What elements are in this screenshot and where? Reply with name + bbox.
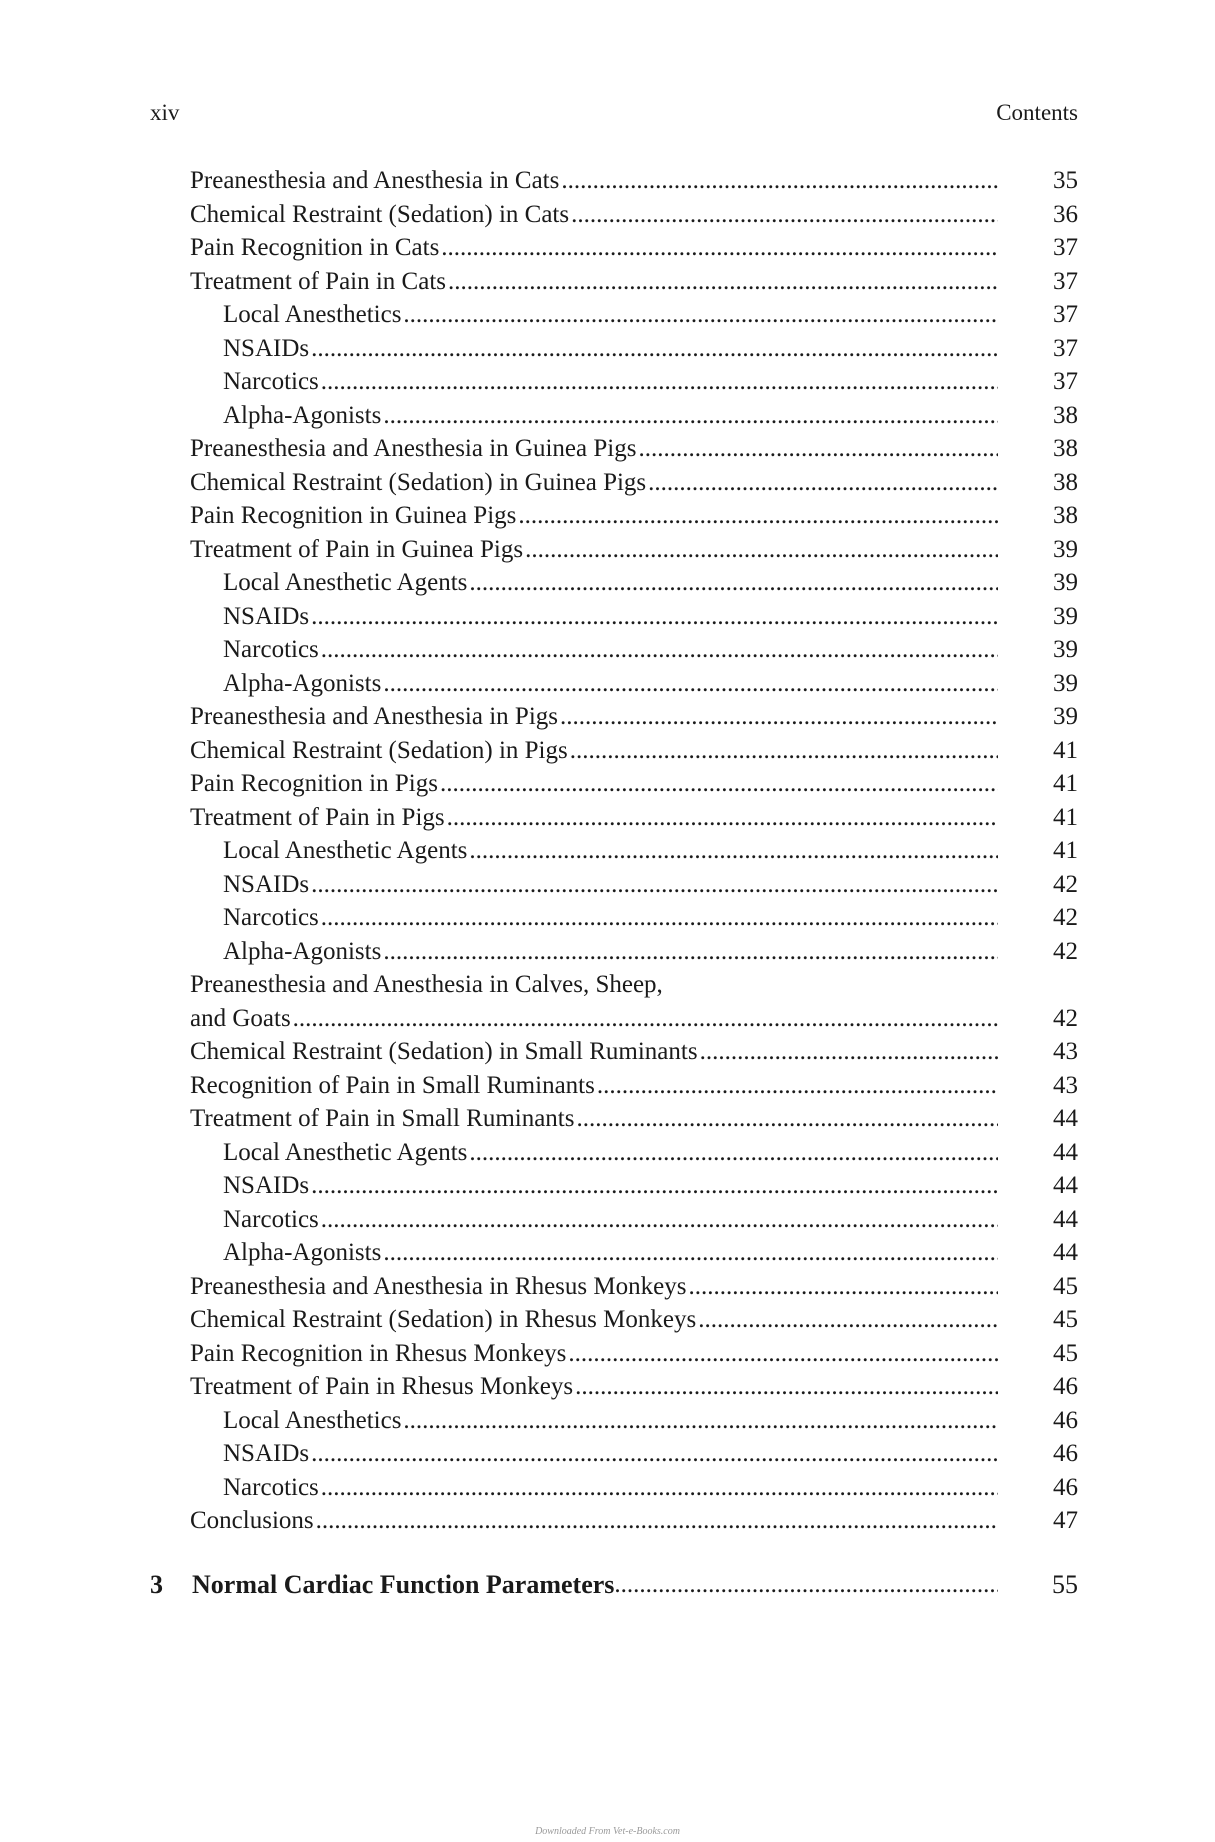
toc-entry-page-number: 46 <box>1053 1406 1078 1434</box>
toc-entry-leader <box>223 1471 998 1505</box>
toc-entry-title: Alpha-Agonists <box>223 667 383 701</box>
dot-leader <box>311 1437 998 1471</box>
toc-entry-title: Alpha-Agonists <box>223 1236 383 1270</box>
toc-entry-leader <box>190 1270 998 1304</box>
toc-entries <box>150 164 1078 1538</box>
dot-leader <box>571 198 998 232</box>
toc-entry-leader <box>223 1169 998 1203</box>
dot-leader <box>321 365 998 399</box>
toc-entry-title: Local Anesthetics <box>223 1404 403 1438</box>
dot-leader <box>700 1035 998 1069</box>
toc-entry-leader <box>190 1337 998 1371</box>
toc-entry-page-number: 45 <box>1053 1272 1078 1300</box>
toc-entry[interactable] <box>150 298 1078 332</box>
toc-entry-page-number: 37 <box>1053 267 1078 295</box>
toc-entry-leader <box>190 700 998 734</box>
dot-leader <box>321 1203 998 1237</box>
dot-leader <box>383 1236 998 1270</box>
dot-leader <box>441 231 998 265</box>
dot-leader <box>321 633 998 667</box>
toc-entry[interactable] <box>150 499 1078 533</box>
toc-entry-page-number: 43 <box>1053 1038 1078 1065</box>
toc-entry-title: NSAIDs <box>223 332 311 366</box>
dot-leader <box>597 1069 998 1103</box>
toc-entry[interactable] <box>150 164 1078 198</box>
toc-entry-leader <box>190 1069 998 1103</box>
toc-entry[interactable] <box>150 968 1078 1002</box>
toc-entry-title: Treatment of Pain in Rhesus Monkeys <box>190 1370 575 1404</box>
chapter-title: Normal Cardiac Function Parameters <box>192 1568 614 1602</box>
toc-entry-title: Pain Recognition in Cats <box>190 231 441 265</box>
toc-entry-page-number: 39 <box>1053 703 1078 730</box>
toc-entry-page-number: 44 <box>1053 1205 1078 1233</box>
toc-entry-leader <box>190 968 998 1002</box>
toc-entry-title: Local Anesthetic Agents <box>223 834 469 868</box>
dot-leader <box>403 298 998 332</box>
toc-entry[interactable] <box>150 667 1078 701</box>
toc-entry-page-number: 39 <box>1053 535 1078 563</box>
toc-entry-title: Chemical Restraint (Sedation) in Rhesus Monkeys <box>190 1303 698 1337</box>
toc-entry[interactable] <box>150 1002 1078 1036</box>
toc-entry-leader <box>223 1437 998 1471</box>
toc-entry[interactable] <box>150 700 1078 734</box>
toc-entry-leader <box>223 834 998 868</box>
toc-entry-page-number: 46 <box>1053 1373 1078 1400</box>
toc-entry-leader <box>190 231 998 265</box>
toc-entry-page-number: 41 <box>1053 770 1078 797</box>
toc-entry-page-number: 36 <box>1053 200 1078 228</box>
toc-entry-title: Pain Recognition in Guinea Pigs <box>190 499 518 533</box>
toc-entry-leader <box>190 432 998 466</box>
dot-leader <box>568 1337 998 1371</box>
toc-entry-leader <box>223 868 998 902</box>
toc-entry-page-number: 37 <box>1053 301 1078 328</box>
dot-leader <box>614 1568 998 1602</box>
toc-entry-title: Recognition of Pain in Small Ruminants <box>190 1069 597 1103</box>
toc-entry-title: Preanesthesia and Anesthesia in Rhesus Monkeys <box>190 1270 688 1304</box>
toc-entry-leader <box>190 1370 998 1404</box>
dot-leader <box>560 700 998 734</box>
dot-leader <box>665 968 998 1002</box>
toc-entry-title: Narcotics <box>223 1471 321 1505</box>
toc-entry-title: Local Anesthetic Agents <box>223 1136 469 1170</box>
toc-entry[interactable] <box>150 1069 1078 1103</box>
toc-entry-title: Local Anesthetics <box>223 298 403 332</box>
table-of-contents <box>150 164 1078 1602</box>
running-head-section: Contents <box>996 100 1078 125</box>
toc-entry[interactable] <box>150 1270 1078 1304</box>
running-head <box>150 100 1078 130</box>
toc-entry-title: Pain Recognition in Pigs <box>190 767 440 801</box>
toc-entry-leader <box>223 399 998 433</box>
dot-leader <box>311 1169 998 1203</box>
toc-entry-leader <box>190 164 998 198</box>
toc-entry-page-number: 44 <box>1053 1172 1078 1199</box>
toc-entry-title: Local Anesthetic Agents <box>223 566 469 600</box>
toc-entry[interactable] <box>150 1504 1078 1538</box>
toc-entry-leader <box>223 1203 998 1237</box>
toc-entry[interactable] <box>150 198 1078 232</box>
toc-entry[interactable] <box>150 801 1078 835</box>
toc-entry[interactable] <box>150 432 1078 466</box>
dot-leader <box>570 734 998 768</box>
toc-entry-title: NSAIDs <box>223 1437 311 1471</box>
toc-entry[interactable] <box>150 901 1078 935</box>
toc-entry[interactable] <box>150 767 1078 801</box>
toc-entry[interactable] <box>150 1136 1078 1170</box>
toc-entry-title: Preanesthesia and Anesthesia in Cats <box>190 164 561 198</box>
toc-entry[interactable] <box>150 868 1078 902</box>
toc-entry-title: Chemical Restraint (Sedation) in Cats <box>190 198 571 232</box>
toc-entry[interactable] <box>150 1437 1078 1471</box>
dot-leader <box>469 566 998 600</box>
toc-entry[interactable] <box>150 332 1078 366</box>
toc-entry-leader <box>223 298 998 332</box>
toc-entry-title: Treatment of Pain in Cats <box>190 265 448 299</box>
toc-entry-leader <box>190 499 998 533</box>
toc-entry-leader <box>223 1404 998 1438</box>
dot-leader <box>575 1370 998 1404</box>
toc-entry-leader <box>223 1236 998 1270</box>
toc-entry[interactable] <box>150 1471 1078 1505</box>
dot-leader <box>448 265 998 299</box>
toc-entry-title: Preanesthesia and Anesthesia in Calves, Sheep, <box>190 968 665 1002</box>
toc-entry-leader <box>223 935 998 969</box>
toc-entry-page-number: 42 <box>1053 904 1078 931</box>
toc-entry-leader <box>190 1504 998 1538</box>
toc-entry-leader <box>223 365 998 399</box>
toc-entry[interactable] <box>150 466 1078 500</box>
toc-entry[interactable] <box>150 1370 1078 1404</box>
toc-entry-title: Chemical Restraint (Sedation) in Small Ruminants <box>190 1035 700 1069</box>
dot-leader <box>518 499 998 533</box>
toc-entry-page-number: 41 <box>1053 803 1078 831</box>
toc-entry-title: NSAIDs <box>223 868 311 902</box>
page-number-label: xiv <box>150 100 180 125</box>
toc-entry-leader <box>223 332 998 366</box>
toc-entry-leader <box>190 533 998 567</box>
toc-entry-page-number: 43 <box>1053 1071 1078 1099</box>
toc-entry-title: Alpha-Agonists <box>223 935 383 969</box>
toc-entry-page-number: 39 <box>1053 602 1078 630</box>
dot-leader <box>440 767 998 801</box>
toc-entry-title: Narcotics <box>223 365 321 399</box>
toc-entry-title: Pain Recognition in Rhesus Monkeys <box>190 1337 568 1371</box>
dot-leader <box>577 1102 999 1136</box>
toc-entry-title: Chemical Restraint (Sedation) in Pigs <box>190 734 570 768</box>
toc-entry-page-number: 42 <box>1053 870 1078 898</box>
dot-leader <box>469 1136 998 1170</box>
chapter-number: 3 <box>150 1569 163 1599</box>
toc-entry-leader <box>190 466 998 500</box>
toc-entry[interactable] <box>150 265 1078 299</box>
toc-entry-title: Preanesthesia and Anesthesia in Guinea Pigs <box>190 432 638 466</box>
watermark: Downloaded From Vet-e-Books.com <box>535 1826 680 1837</box>
toc-entry-leader <box>190 734 998 768</box>
chapter-leader <box>192 1568 998 1602</box>
toc-entry-title: Chemical Restraint (Sedation) in Guinea Pigs <box>190 466 648 500</box>
toc-entry-page-number: 38 <box>1053 502 1078 529</box>
chapter-page-number: 55 <box>1052 1569 1078 1599</box>
toc-entry-leader <box>190 265 998 299</box>
toc-entry-title: NSAIDs <box>223 1169 311 1203</box>
toc-entry[interactable] <box>150 1337 1078 1371</box>
dot-leader <box>311 868 998 902</box>
toc-entry-title: Alpha-Agonists <box>223 399 383 433</box>
dot-leader <box>648 466 998 500</box>
toc-entry-leader <box>190 801 998 835</box>
dot-leader <box>293 1002 998 1036</box>
dot-leader <box>525 533 998 567</box>
toc-entry-page-number: 42 <box>1053 1004 1078 1032</box>
dot-leader <box>383 399 998 433</box>
toc-entry-leader <box>223 633 998 667</box>
toc-entry-page-number: 41 <box>1053 837 1078 864</box>
toc-entry-title: Conclusions <box>190 1504 316 1538</box>
toc-entry-leader <box>190 198 998 232</box>
dot-leader <box>321 1471 998 1505</box>
toc-entry-page-number: 38 <box>1053 468 1078 496</box>
dot-leader <box>383 935 998 969</box>
toc-entry[interactable] <box>150 1169 1078 1203</box>
toc-entry-title: Treatment of Pain in Pigs <box>190 801 447 835</box>
toc-entry[interactable] <box>150 533 1078 567</box>
toc-entry-title: Treatment of Pain in Small Ruminants <box>190 1102 577 1136</box>
toc-entry[interactable] <box>150 834 1078 868</box>
dot-leader <box>383 667 998 701</box>
dot-leader <box>469 834 998 868</box>
toc-entry-page-number: 37 <box>1053 234 1078 261</box>
dot-leader <box>311 600 998 634</box>
toc-entry-page-number: 38 <box>1053 435 1078 462</box>
toc-entry-leader <box>223 566 998 600</box>
toc-entry-title: and Goats <box>190 1002 293 1036</box>
toc-entry-title: Treatment of Pain in Guinea Pigs <box>190 533 525 567</box>
toc-entry[interactable] <box>150 399 1078 433</box>
toc-entry-page-number: 47 <box>1053 1507 1078 1534</box>
toc-entry-page-number: 46 <box>1053 1473 1078 1501</box>
toc-entry-page-number: 39 <box>1053 636 1078 663</box>
toc-entry[interactable] <box>150 1102 1078 1136</box>
toc-entry[interactable] <box>150 600 1078 634</box>
toc-entry-title: Narcotics <box>223 1203 321 1237</box>
toc-entry[interactable] <box>150 566 1078 600</box>
dot-leader <box>321 901 998 935</box>
dot-leader <box>698 1303 998 1337</box>
toc-entry-page-number: 41 <box>1053 736 1078 764</box>
dot-leader <box>561 164 998 198</box>
toc-entry-page-number: 35 <box>1053 167 1078 194</box>
toc-entry-page-number: 44 <box>1053 1239 1078 1266</box>
toc-entry-page-number: 44 <box>1053 1138 1078 1166</box>
toc-entry-leader <box>190 1102 998 1136</box>
toc-entry-page-number: 45 <box>1053 1339 1078 1367</box>
toc-entry-leader <box>190 1035 998 1069</box>
toc-entry-leader <box>190 1303 998 1337</box>
toc-entry[interactable] <box>150 1303 1078 1337</box>
toc-entry[interactable] <box>150 231 1078 265</box>
toc-entry-leader <box>223 600 998 634</box>
toc-entry-title: Narcotics <box>223 633 321 667</box>
toc-entry[interactable] <box>150 633 1078 667</box>
toc-entry[interactable] <box>150 1236 1078 1270</box>
toc-entry[interactable] <box>150 734 1078 768</box>
toc-entry-page-number: 46 <box>1053 1440 1078 1467</box>
toc-entry-page-number: 44 <box>1053 1105 1078 1132</box>
toc-entry-title: NSAIDs <box>223 600 311 634</box>
toc-entry-leader <box>190 767 998 801</box>
dot-leader <box>403 1404 998 1438</box>
dot-leader <box>638 432 998 466</box>
toc-entry-title: Narcotics <box>223 901 321 935</box>
toc-entry-leader <box>223 1136 998 1170</box>
dot-leader <box>447 801 998 835</box>
toc-entry[interactable] <box>150 1203 1078 1237</box>
toc-entry-page-number: 37 <box>1053 334 1078 362</box>
toc-entry-page-number: 42 <box>1053 937 1078 965</box>
toc-entry-page-number: 39 <box>1053 569 1078 596</box>
toc-entry-page-number: 39 <box>1053 669 1078 697</box>
toc-entry[interactable] <box>150 1404 1078 1438</box>
toc-entry-leader <box>223 667 998 701</box>
toc-entry-leader <box>190 1002 998 1036</box>
toc-chapter-entry[interactable] <box>150 1568 1078 1602</box>
toc-entry-page-number: 38 <box>1053 401 1078 429</box>
dot-leader <box>688 1270 998 1304</box>
toc-entry[interactable] <box>150 365 1078 399</box>
toc-entry[interactable] <box>150 935 1078 969</box>
toc-entry-leader <box>223 901 998 935</box>
toc-entry[interactable] <box>150 1035 1078 1069</box>
toc-entry-page-number: 37 <box>1053 368 1078 395</box>
dot-leader <box>316 1504 998 1538</box>
dot-leader <box>311 332 998 366</box>
toc-entry-title: Preanesthesia and Anesthesia in Pigs <box>190 700 560 734</box>
toc-entry-page-number: 45 <box>1053 1306 1078 1333</box>
